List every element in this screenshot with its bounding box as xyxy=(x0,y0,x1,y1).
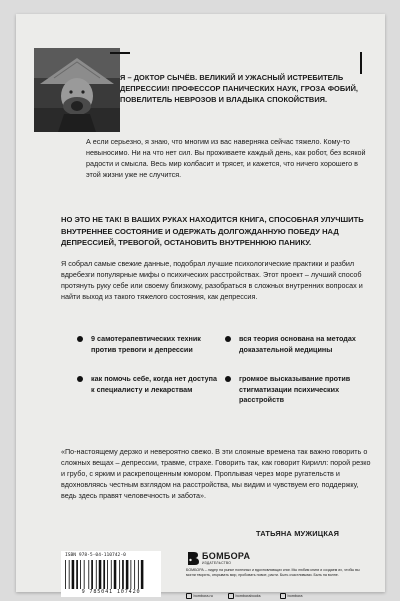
bullet-dot-icon xyxy=(77,376,83,382)
social-website[interactable]: bombora.ru xyxy=(186,593,213,599)
social-vk[interactable]: bomborabooks xyxy=(228,593,261,599)
feature-bullets xyxy=(61,334,371,424)
vk-icon xyxy=(228,593,234,599)
bullet-dot-icon xyxy=(77,336,83,342)
intro-paragraph: А если серьезно, я знаю, что многим из вас наверняка сейчас тяжело. Кому-то невыносимо. Ни на что нет сил. Вы проживаете каждый день, как робот, без всякой радости и смысла. Весь мир колбасит и трясет, и кажется, что ничего хорошего в этой жизни уже не случится. xyxy=(86,137,366,179)
publisher-subtitle: ИЗДАТЕЛЬСТВО xyxy=(202,561,232,565)
body-paragraph: Я собрал самые свежие данные, подобрал лучшие психологические практики и разбил вдребезги популярные мифы о психических расстройствах. Этот проект – лучший способ протянуть руку себе или своему близкому, разобраться в сложных внутренних вопросах и найти выход из такого тяжелого состояния, как депрессия. xyxy=(61,259,363,301)
review-quote: «По-настоящему дерзко и невероятно свежо. В эти сложные времена так важно говорить о сложных вещах – депрессии, травме, страхе. Говорить так, как говорит Кирилл: порой резко и грубо, с ярким и раскрепощенным юмором. Проплывая через море ругательств и вдохновляясь честным взглядом на расстройства, мы видим и чувствуем его поддержку, ведь здесь правят человечность и забота». xyxy=(61,447,371,500)
author-quote: Я – ДОКТОР СЫЧЁВ. ВЕЛИКИЙ И УЖАСНЫЙ ИСТРЕБИТЕЛЬ ДЕПРЕССИИ! ПРОФЕССОР ПАНИЧЕСКИХ НАУК, ГРОЗА ФОБИЙ, ПОВЕЛИТЕЛЬ НЕВРОЗОВ И ВЛАДЫКА СПОКОЙСТВИЯ. xyxy=(120,73,359,104)
headline: НО ЭТО НЕ ТАК! В ВАШИХ РУКАХ НАХОДИТСЯ КНИГА, СПОСОБНАЯ УЛУЧШИТЬ ВНУТРЕННЕЕ СОСТОЯНИЕ И ОДЕРЖАТЬ ДОЛГОЖДАННУЮ ПОБЕДУ НАД ДЕПРЕССИЕЙ, ТРЕВОГОЙ, ОСТАНОВИТЬ ВНУТРЕННЮЮ ПАНИКУ. xyxy=(61,215,364,247)
bullet-item xyxy=(91,334,219,355)
social-instagram[interactable]: bombora xyxy=(280,593,303,599)
publisher-socials xyxy=(186,593,366,601)
publisher-name: БОМБОРА xyxy=(202,551,251,561)
barcode xyxy=(61,551,161,597)
ean-number: 9 785041 107420 xyxy=(81,589,141,595)
bullet-text: громкое высказывание против стигматизации психических расстройств xyxy=(239,374,351,404)
barcode-bars-icon xyxy=(65,560,157,589)
publisher-description: БОМБОРА – лидер на рынке полезных и вдохновляющих книг. Мы любим книги и создаем их, чтобы вы могли творить, открывать мир, пробовать новое, расти. Быть счастливыми. Быть на волне. xyxy=(186,568,360,577)
instagram-icon xyxy=(280,593,286,599)
author-portrait-image xyxy=(34,48,120,132)
globe-icon xyxy=(186,593,192,599)
bullet-item xyxy=(239,334,367,355)
decor-bar-top xyxy=(110,52,130,54)
bullet-dot-icon xyxy=(225,336,231,342)
bullet-text: вся теория основана на методах доказательной медицины xyxy=(239,334,356,354)
bullet-item xyxy=(91,374,219,395)
bombora-logo-icon xyxy=(186,551,200,566)
reviewer-name: ТАТЬЯНА МУЖИЦКАЯ xyxy=(256,529,340,538)
book-back-cover xyxy=(16,14,385,598)
isbn-text: ISBN 978-5-04-110742-0 xyxy=(65,553,126,558)
bullet-item xyxy=(239,374,367,406)
bullet-text: 9 самотерапевтических техник против тревоги и депрессии xyxy=(91,334,201,354)
bullet-text: как помочь себе, когда нет доступа к специалисту и лекарствам xyxy=(91,374,217,394)
decor-bar-right xyxy=(360,52,362,74)
bullet-dot-icon xyxy=(225,376,231,382)
author-photo xyxy=(34,48,120,132)
